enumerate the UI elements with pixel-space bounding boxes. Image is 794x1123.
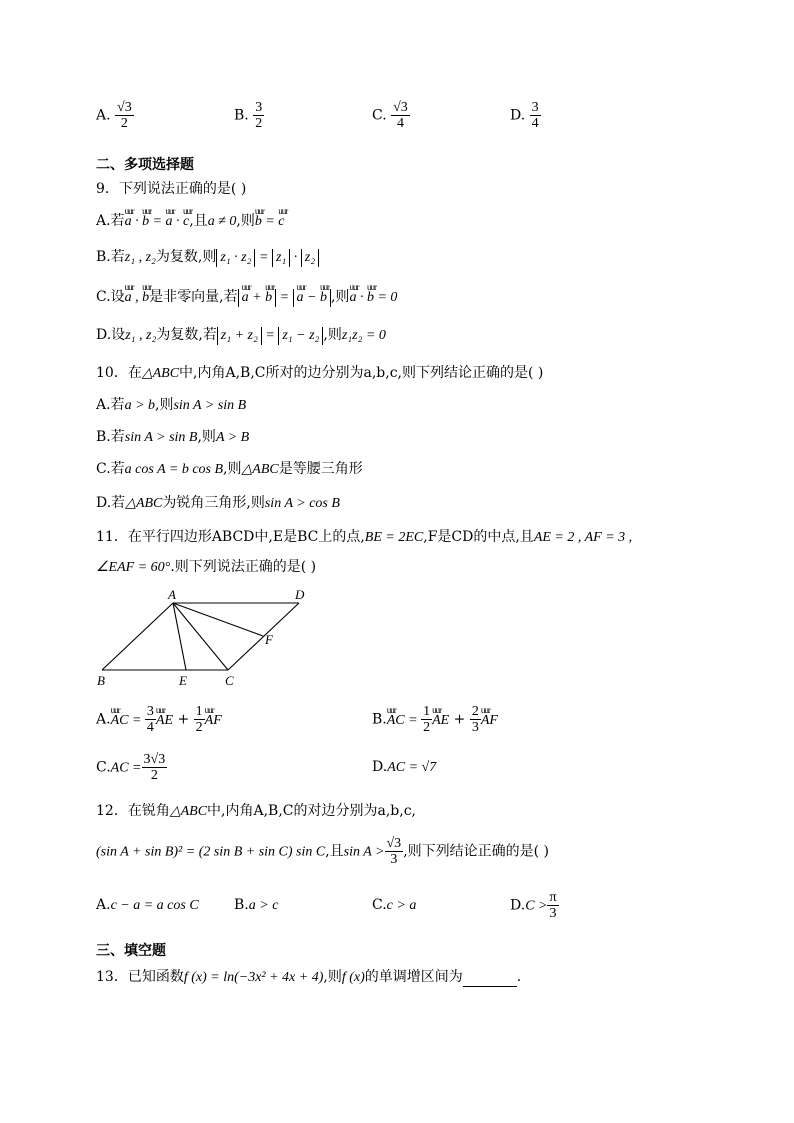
q10-stem: 10．在△ABC中,内角A,B,C所对的边分别为a,b,c,则下列结论正确的是( ) bbox=[96, 365, 544, 381]
label-f: F bbox=[265, 632, 273, 647]
q11-stem-line1: 11．在平行四边形ABCD中,E是BC上的点,BE = 2EC,F是CD的中点,且AE = 2 , AF = 3 , bbox=[96, 529, 633, 545]
segment-ae bbox=[173, 603, 186, 670]
q11-option-b: B.uur AC = $\frac{1}{2}$ uur AE + $\frac{2}{3}$ uur AF bbox=[372, 704, 498, 735]
q9-option-b: B.若z₁ , z₂为复数,则 z₁ · z₂ = z₁ · z₂ bbox=[96, 248, 319, 267]
q10-option-c: C.若a cos A = b cos B,则△ABC是等腰三角形 bbox=[96, 461, 363, 477]
label-c: C bbox=[225, 673, 234, 688]
q8-option-a: A. $\frac{√3}{2}$ bbox=[96, 100, 132, 131]
q12-stem-line1: 12．在锐角△ABC中,内角A,B,C的对边分别为a,b,c, bbox=[96, 803, 417, 819]
label-e: E bbox=[179, 673, 187, 688]
edge-dc bbox=[228, 603, 299, 670]
q12-option-c: C.c > a bbox=[372, 897, 417, 913]
q10-option-d: D.若△ABC为锐角三角形,则sin A > cos B bbox=[96, 495, 340, 511]
q10-option-b: B.若sin A > sin B,则A > B bbox=[96, 429, 250, 445]
q13-stem: 13．已知函数f (x) = ln(−3x² + 4x + 4),则f (x)的单调增区间为 . bbox=[96, 969, 522, 985]
q12-option-a: A.c − a = a cos C bbox=[96, 897, 199, 913]
label-d: D bbox=[295, 587, 305, 602]
q11-option-d: D.AC = √7 bbox=[372, 759, 437, 775]
answer-blank[interactable] bbox=[463, 972, 517, 987]
q12-option-d: D.C > $\frac{\pi}{3}$ bbox=[510, 890, 557, 921]
q8-option-c: C. $\frac{√3}{4}$ bbox=[372, 100, 408, 131]
q11-option-a: A.uur AC = $\frac{3}{4}$ uur AE + $\frac{1}{2}$ uur AF bbox=[96, 704, 222, 735]
q11-stem-line2: ∠EAF = 60°.则下列说法正确的是( ) bbox=[96, 559, 317, 575]
q8-option-d: D. $\frac{3}{4}$ bbox=[510, 100, 539, 131]
section-2-heading: 二、多项选择题 bbox=[96, 157, 194, 173]
q9-option-a: A.若uur a · uur b = uur a · uur c,且a ≠ 0,则uur b = uur c bbox=[96, 212, 285, 231]
q9-option-d: D.设z₁ , z₂为复数,若 z₁ + z₂ = z₁ − z₂ ,则z₁z₂ = 0 bbox=[96, 327, 386, 343]
section-3-heading: 三、填空题 bbox=[96, 943, 166, 959]
q11-option-c: C.AC = $\frac{3√3}{2}$ bbox=[96, 752, 166, 783]
edge-ba bbox=[102, 603, 173, 670]
label-b: B bbox=[97, 673, 105, 688]
q10-option-a: A.若a > b,则sin A > sin B bbox=[96, 397, 247, 413]
q9-stem: 9．下列说法正确的是( ) bbox=[96, 181, 247, 197]
label-a: A bbox=[168, 587, 176, 602]
q12-option-b: B.a > c bbox=[234, 897, 279, 913]
q8-option-b: B. $\frac{3}{2}$ bbox=[234, 100, 263, 131]
q12-stem-line2: (sin A + sin B)² = (2 sin B + sin C) sin C,且sin A > $\frac{√3}{3}$ ,则下列结论正确的是( ) bbox=[96, 836, 550, 867]
parallelogram-figure bbox=[92, 584, 322, 688]
q8-a-num: √3 bbox=[117, 100, 132, 115]
q9-option-c: C.设uur a , uur b是非零向量,若uur a + uur b = uur a − uur b ,则uur a · uur b = 0 bbox=[96, 288, 397, 307]
